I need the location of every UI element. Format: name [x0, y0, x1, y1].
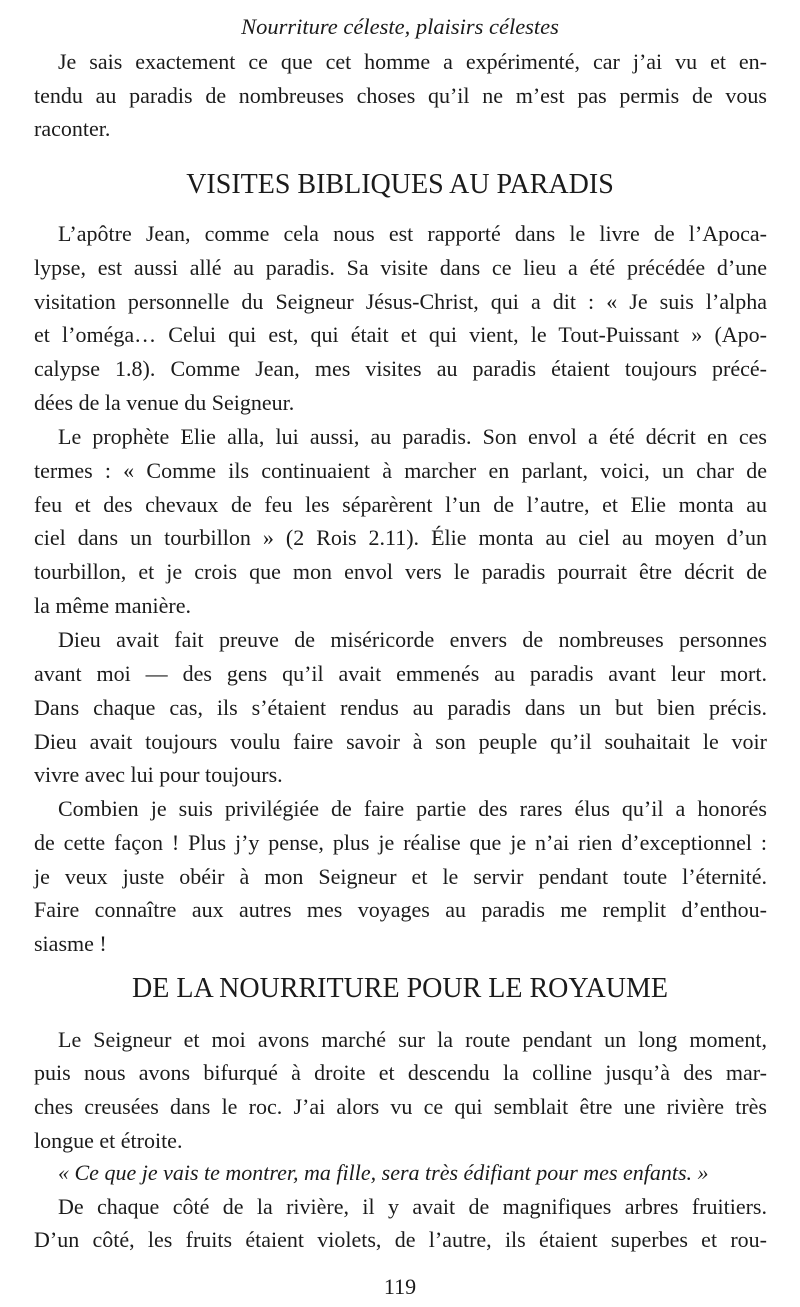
text-line: termes : « Comme ils continuaient à marcher en parlant, voici, un char de [34, 458, 767, 483]
text-line: ches creusées dans le roc. J’ai alors vu ce qui semblait être une rivière très [34, 1094, 767, 1119]
text-line: raconter. [34, 116, 111, 141]
text-line: L’apôtre Jean, comme cela nous est rapporté dans le livre de l’Apoca- [58, 221, 767, 246]
text-line: Faire connaître aux autres mes voyages au paradis me remplit d’enthou- [34, 897, 767, 922]
text-line: dées de la venue du Seigneur. [34, 390, 295, 415]
text-line: vivre avec lui pour toujours. [34, 762, 283, 787]
section-heading: DE LA NOURRITURE POUR LE ROYAUME [132, 973, 668, 1004]
text-line: siasme ! [34, 931, 107, 956]
text-line: puis nous avons bifurqué à droite et descendu la colline jusqu’à des mar- [34, 1060, 767, 1085]
text-line: longue et étroite. [34, 1128, 183, 1153]
section-heading: VISITES BIBLIQUES AU PARADIS [186, 169, 614, 200]
running-head: Nourriture céleste, plaisirs célestes [241, 14, 559, 39]
text-line: Dans chaque cas, ils s’étaient rendus au paradis dans un but bien précis. [34, 695, 767, 720]
text-line: tendu au paradis de nombreuses choses qu’il ne m’est pas permis de vous [34, 83, 767, 108]
quote-line: « Ce que je vais te montrer, ma fille, sera très édifiant pour mes enfants. » [58, 1160, 709, 1185]
text-line: Le Seigneur et moi avons marché sur la route pendant un long moment, [58, 1027, 767, 1052]
text-line: avant moi — des gens qu’il avait emmenés au paradis avant leur mort. [34, 661, 767, 686]
text-line: De chaque côté de la rivière, il y avait de magnifiques arbres fruitiers. [58, 1194, 767, 1219]
text-line: je veux juste obéir à mon Seigneur et le servir pendant toute l’éternité. [34, 864, 767, 889]
text-line: Dieu avait fait preuve de miséricorde envers de nombreuses personnes [58, 627, 767, 652]
text-line: Dieu avait toujours voulu faire savoir à son peuple qu’il souhaitait le voir [34, 729, 767, 754]
text-line: visitation personnelle du Seigneur Jésus-Christ, qui a dit : « Je suis l’alpha [34, 289, 767, 314]
text-line: D’un côté, les fruits étaient violets, de l’autre, ils étaient superbes et rou- [34, 1227, 767, 1252]
text-line: Combien je suis privilégiée de faire partie des rares élus qu’il a honorés [58, 796, 767, 821]
page-number: 119 [383, 1274, 417, 1299]
text-line: et l’oméga… Celui qui est, qui était et qui vient, le Tout-Puissant » (Apo- [34, 322, 767, 347]
text-line: ciel dans un tourbillon » (2 Rois 2.11). Élie monta au ciel au moyen d’un [34, 525, 767, 550]
text-line: tourbillon, et je crois que mon envol vers le paradis pourrait être décrit de [34, 559, 767, 584]
text-line: la même manière. [34, 593, 191, 618]
text-line: feu et des chevaux de feu les séparèrent l’un de l’autre, et Elie monta au [34, 492, 767, 517]
text-line: lypse, est aussi allé au paradis. Sa visite dans ce lieu a été précédée d’une [34, 255, 767, 280]
text-line: Je sais exactement ce que cet homme a expérimenté, car j’ai vu et en- [58, 49, 767, 74]
text-line: calypse 1.8). Comme Jean, mes visites au paradis étaient toujours précé- [34, 356, 767, 381]
text-line: de cette façon ! Plus j’y pense, plus je réalise que je n’ai rien d’exceptionnel : [34, 830, 767, 855]
text-line: Le prophète Elie alla, lui aussi, au paradis. Son envol a été décrit en ces [58, 424, 767, 449]
